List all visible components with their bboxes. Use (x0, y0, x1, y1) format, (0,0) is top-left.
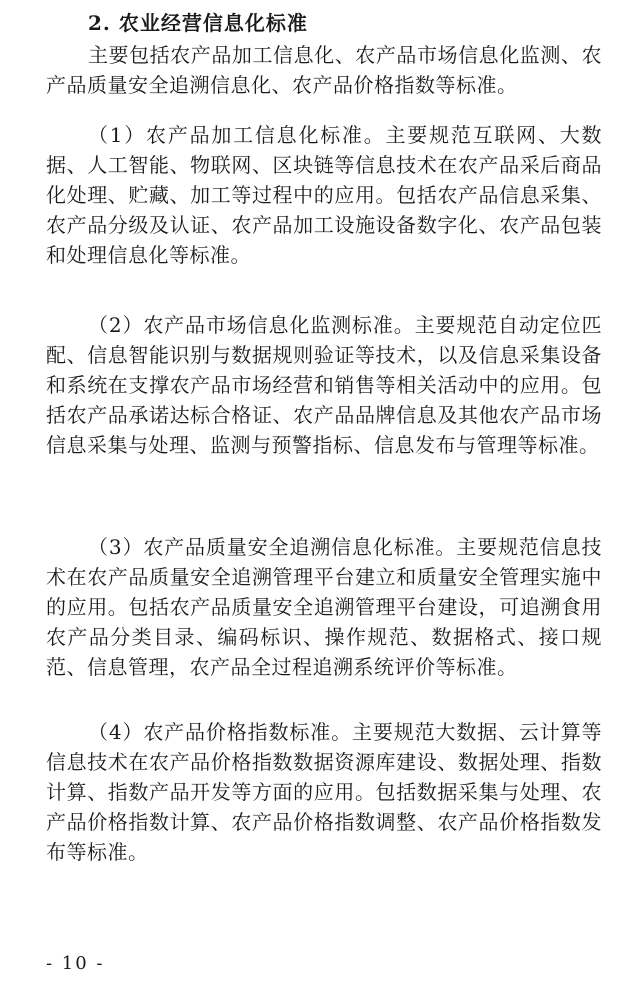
market-monitoring-standard-paragraph: （2）农产品市场信息化监测标准。主要规范自动定位匹配、信息智能识别与数据规则验证等技术，以及信息采集设备和系统在支撑农产品市场经营和销售等相关活动中的应用。包括农产品承诺达标合格证、农产品品牌信息及其他农产品市场信息采集与处理、监测与预警指标、信息发布与管理等标准。 (46, 313, 602, 457)
processing-standard-paragraph: （1）农产品加工信息化标准。主要规范互联网、大数据、人工智能、物联网、区块链等信息技术在农产品采后商品化处理、贮藏、加工等过程中的应用。包括农产品信息采集、农产品分级及认证、农产品加工设施设备数字化、农产品包装和处理信息化等标准。 (46, 123, 602, 267)
traceability-standard-paragraph: （3）农产品质量安全追溯信息化标准。主要规范信息技术在农产品质量安全追溯管理平台建立和质量安全管理实施中的应用。包括农产品质量安全追溯管理平台建设，可追溯食用农产品分类目录、编码标识、操作规范、数据格式、接口规范、信息管理，农产品全过程追溯系统评价等标准。 (46, 535, 602, 679)
intro-paragraph: 主要包括农产品加工信息化、农产品市场信息化监测、农产品质量安全追溯信息化、农产品价格指数等标准。 (46, 43, 602, 97)
page-number: - 10 - (46, 953, 105, 974)
price-index-standard-paragraph: （4）农产品价格指数标准。主要规范大数据、云计算等信息技术在农产品价格指数数据资源库建设、数据处理、指数计算、指数产品开发等方面的应用。包括数据采集与处理、农产品价格指数计算、农产品价格指数调整、农产品价格指数发布等标准。 (46, 720, 602, 864)
section-heading: 2. 农业经营信息化标准 (88, 11, 308, 35)
